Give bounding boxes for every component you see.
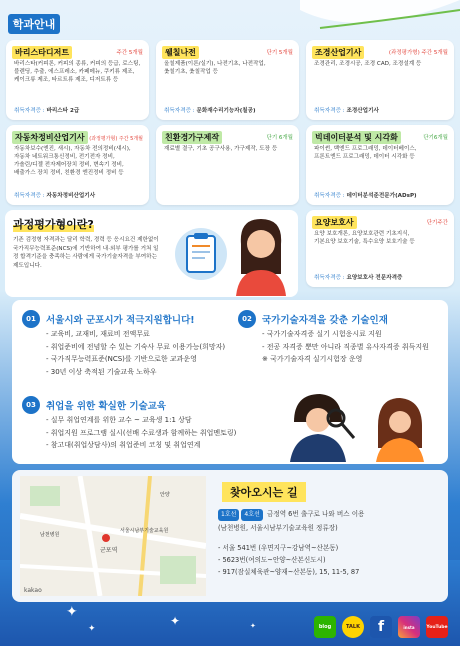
sparkle-icon: ✦ bbox=[88, 624, 96, 634]
directions-title: 찾아오시는 길 bbox=[222, 482, 306, 502]
course-card-lacquer[interactable] bbox=[156, 40, 299, 120]
map-label-edu: 서울시남부기술교육원 bbox=[120, 528, 169, 534]
course-desc: 요양 보호개론, 요양보호관련 기초지식, 기본요양 보호기술, 특수요양 보호기술 등 bbox=[314, 231, 415, 245]
youtube-icon[interactable]: YouTube bbox=[426, 616, 448, 638]
point-list: - 국가기술자격증 실기 시험응시료 지원 - 전공 자격증 뿐만 아니라 직종별 유사자격증 취득지원 ※ 국가기술자격 실기시험장 운영 bbox=[262, 330, 429, 363]
point-number: 03 bbox=[22, 396, 40, 414]
course-cert: 취득자격증 : 요양보호사 전문자격증 bbox=[314, 275, 403, 281]
course-title: 웰칠나전 bbox=[162, 46, 199, 59]
course-card-barista[interactable] bbox=[6, 40, 149, 120]
course-title: 요양보호사 bbox=[312, 216, 357, 229]
course-tag: 단기 5개월 bbox=[266, 50, 293, 56]
course-tag: 단기주간 bbox=[426, 220, 448, 226]
section-title: 학과안내 bbox=[8, 14, 60, 34]
directions-buses: - 서울 541번 (우면지구~강남역~산본동) - 5623번(여의도~안양~산본신도시) - 917(잠실체육관~양재~산본동), 15, 11-5, 87 bbox=[218, 544, 360, 576]
point-number: 02 bbox=[238, 310, 256, 328]
course-card-furniture[interactable] bbox=[156, 125, 299, 205]
course-title: 바리스타디저트 bbox=[12, 46, 72, 59]
line1-pill: 1호선 bbox=[218, 509, 239, 521]
course-tag: 단기 6개월 bbox=[266, 135, 293, 141]
point-list: - 실무 취업연계를 위한 교수 ~ 교육생 1:1 상담 - 취업지원 프로그램 실시(선배 수료생과 함께하는 취업멘토링) - 참고대(취업상담사)의 취업준비 코칭 및 취업연계 bbox=[46, 416, 237, 449]
course-desc: 재료별 결구, 기초 공구사용, 가구제작, 도장 등 bbox=[164, 146, 278, 152]
course-tag: 단기6개월 bbox=[423, 135, 448, 141]
course-tag: (과정평가형) 주간 5개월 bbox=[89, 136, 143, 142]
people-illustration bbox=[282, 386, 432, 462]
map-label-station: 군포역 bbox=[100, 547, 118, 554]
kakaotalk-icon[interactable]: TALK bbox=[342, 616, 364, 638]
directions-card bbox=[12, 470, 448, 602]
instagram-icon[interactable]: insta bbox=[398, 616, 420, 638]
map-label-area1: 남천병원 bbox=[40, 532, 60, 538]
course-tag: (과정평가형) 주간 5개월 bbox=[388, 50, 448, 56]
point-list: - 교육비, 교재비, 재료비 전액무료 - 취업준비에 전념할 수 있는 기숙사 무료 이용가능(희망자) - 국가직무능력표준(NCS)를 기반으로한 교과운영 - 30년 이상 축적된 기술교육 노하우 bbox=[46, 330, 226, 376]
course-cert: 취득자격증 : 데이터분석준전문가(ADsP) bbox=[314, 193, 417, 199]
course-tag: 주간 5개월 bbox=[116, 50, 143, 56]
facebook-icon[interactable]: f bbox=[370, 616, 392, 638]
feature-text: 기존 검정형 자격과는 달리 학력, 경력 등 응시요건 제한없이 국가직무능력표준(NCS)에 기반하여 내·외부 평가를 거쳐 일정 합격기준을 충족하는 사람에게 국가기술자격을 부여하는 제도입니다. bbox=[13, 237, 159, 269]
feature-box bbox=[5, 210, 298, 297]
map-brand: kakao bbox=[24, 587, 42, 594]
blog-icon[interactable]: blog bbox=[314, 616, 336, 638]
course-title: 친환경가구제작 bbox=[162, 131, 222, 144]
woman-illustration bbox=[231, 214, 291, 296]
course-cert: 취득자격증 : 문화재수리기능자(칠공) bbox=[164, 108, 256, 114]
point-title: 취업을 위한 확실한 기술교육 bbox=[46, 401, 167, 412]
map-label-area2: 안양 bbox=[160, 492, 170, 498]
course-card-auto[interactable] bbox=[6, 125, 149, 205]
course-title: 조경산업기사 bbox=[312, 46, 364, 59]
course-title: 자동차정비산업기사 bbox=[12, 131, 88, 144]
course-cert: 취득자격증 : 조경산업기사 bbox=[314, 108, 379, 114]
social-links bbox=[314, 616, 448, 638]
line4-pill: 4호선 bbox=[241, 509, 262, 521]
course-card-bigdata[interactable] bbox=[306, 125, 454, 205]
course-desc: 파이썬, 백엔드 프로그래밍, 데이터베이스, 프론트엔드 프로그래밍, 데이터 시각화 등 bbox=[314, 146, 417, 160]
course-title: 빅데이터분석 및 시각화 bbox=[312, 131, 401, 144]
point-number: 01 bbox=[22, 310, 40, 328]
sparkle-icon: ✦ bbox=[250, 622, 256, 630]
course-desc: 바리스타(커피론, 커피의 종류, 커피의 등급, 로스팅, 블렌딩, 추출, 에스프레소, 카페메뉴, 쿠키류 제조, 케이크류 제조, 타르트류 제조, 디저트류 등 bbox=[14, 61, 141, 83]
directions-stop: (남천병원, 서울시남부기술교육원 정류장) bbox=[218, 524, 338, 532]
location-map[interactable] bbox=[20, 476, 206, 596]
benefits-card bbox=[12, 300, 448, 464]
course-desc: 올칠제품(이론/실기), 나전기초, 나전작업, 옻칠기초, 옻칠작업 등 bbox=[164, 61, 266, 75]
directions-subway: 1호선 4호선 금정역 6번 출구로 나와 버스 이용 bbox=[218, 508, 364, 521]
sparkle-icon: ✦ bbox=[170, 614, 181, 628]
header-wave bbox=[300, 0, 460, 40]
point-title: 국가기술자격을 갖춘 기술인재 bbox=[262, 315, 388, 326]
point-title: 서울시와 군포시가 적극지원합니다! bbox=[46, 315, 195, 326]
course-desc: 자동차보수(엔진, 새시), 자동차 전의정비(섀시), 자동차 네트워크통신정비, 전기전자 정비, 가솔린/디젤 전자제어장치 정비, 변속기 정비, 배출가스 장치 정비, 친환경 엔진정비 정비 등 bbox=[14, 146, 131, 176]
sparkle-icon: ✦ bbox=[66, 604, 78, 620]
course-cert: 취득자격증 : 자동차정비산업기사 bbox=[14, 193, 96, 199]
course-card-landscape[interactable] bbox=[306, 40, 454, 120]
course-desc: 조경관리, 조경시공, 조경 CAD, 조경설계 등 bbox=[314, 61, 422, 67]
course-card-caregiver[interactable] bbox=[306, 210, 454, 287]
course-cert: 취득자격증 : 바리스타 2급 bbox=[14, 108, 80, 114]
feature-title: 과정평가형이란? bbox=[13, 218, 94, 231]
clipboard-illustration bbox=[175, 228, 227, 280]
